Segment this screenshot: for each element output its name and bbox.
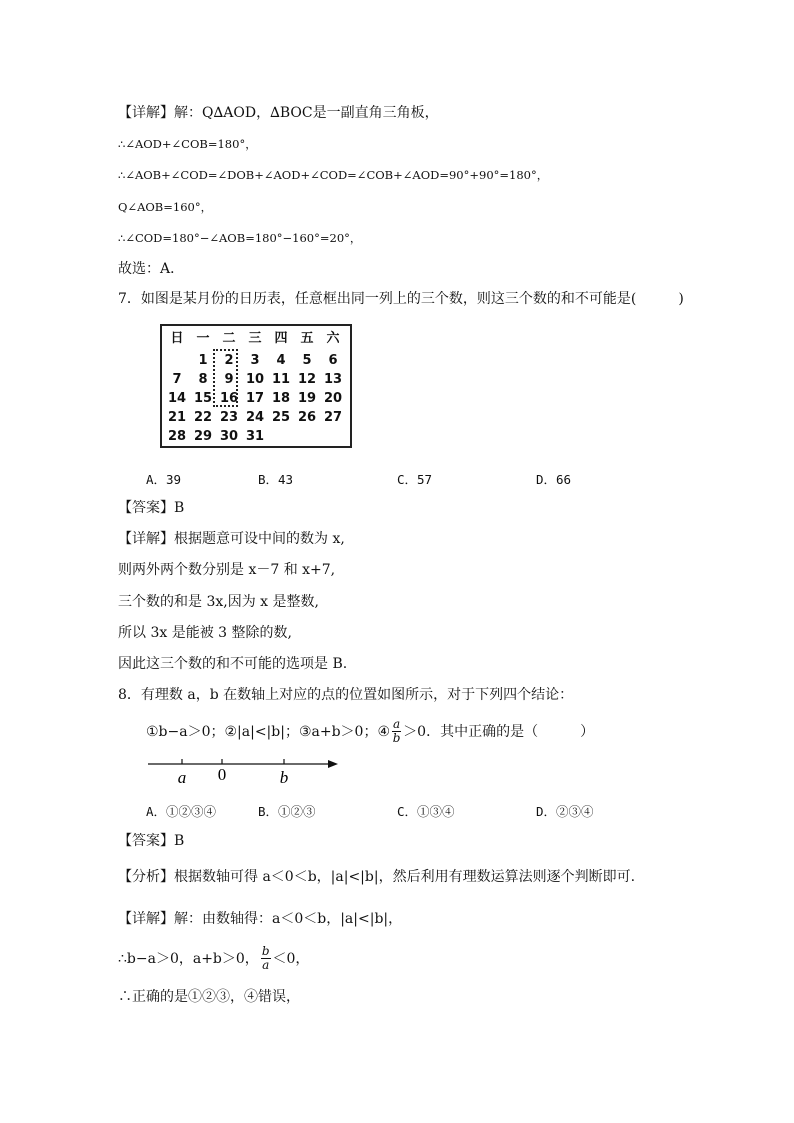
calendar-day-cell: 31 xyxy=(245,429,265,444)
q7-answer: 【答案】B xyxy=(118,500,185,516)
dotted-selection-box xyxy=(213,349,238,407)
q7-detail-line-1: 【详解】根据题意可设中间的数为 x, xyxy=(118,531,345,547)
q8-detail-line-2-tail: ＜0， xyxy=(272,951,310,967)
calendar-day-cell: 5 xyxy=(302,353,312,368)
q7-option-a: A．39 xyxy=(146,472,182,487)
calendar-day-cell: 29 xyxy=(193,429,213,444)
calendar-day-cell: 22 xyxy=(193,410,213,425)
q8-detail-fraction-denominator: a xyxy=(262,957,270,972)
q8-detail-line-1: 【详解】解：由数轴得：a＜0＜b，|a|<|b|， xyxy=(118,911,403,927)
q8-option-a: A．①②③④ xyxy=(146,804,217,819)
q7-option-b: B．43 xyxy=(258,472,294,487)
calendar-day-cell: 2 xyxy=(224,353,234,368)
q8-option-b: B．①②③ xyxy=(258,804,316,819)
q8-detail-line-3: ∴正确的是①②③，④错误， xyxy=(118,989,300,1005)
calendar-day-cell: 14 xyxy=(167,391,187,406)
calendar-day-cell: 30 xyxy=(219,429,239,444)
q8-fraction-denominator: b xyxy=(392,730,401,745)
q8-detail-line-2 xyxy=(118,940,309,976)
calendar-header-cell: 六 xyxy=(326,331,340,346)
q8-detail-fraction-numerator: b xyxy=(261,943,270,958)
calendar-table xyxy=(160,324,352,448)
solution6-line-6: 故选：A． xyxy=(118,261,185,277)
q8-stem: 8．有理数 a，b 在数轴上对应的点的位置如图所示，对于下列四个结论： xyxy=(118,687,574,703)
calendar-day-cell: 25 xyxy=(271,410,291,425)
q7-detail-line-2: 则两外两个数分别是 x－7 和 x+7, xyxy=(118,562,336,578)
solution6-line-5: ∴∠COD=180°−∠AOB=180°−160°=20°， xyxy=(118,231,362,245)
number-line xyxy=(140,752,350,788)
calendar-day-cell: 20 xyxy=(323,391,343,406)
calendar-header-cell: 五 xyxy=(300,331,314,346)
calendar-day-cell: 26 xyxy=(297,410,317,425)
calendar-day-cell: 4 xyxy=(276,353,286,368)
axis-label-zero: 0 xyxy=(217,765,227,784)
q8-conditions xyxy=(146,714,594,748)
calendar-day-cell: 3 xyxy=(250,353,260,368)
solution6-line-4: Q∠AOB=160°， xyxy=(118,200,213,214)
calendar-day-cell: 8 xyxy=(198,372,208,387)
calendar-day-cell: 23 xyxy=(219,410,239,425)
calendar-day-cell: 13 xyxy=(323,372,343,387)
calendar-day-cell: 1 xyxy=(198,353,208,368)
axis-label-a: a xyxy=(177,768,187,787)
q8-fraction xyxy=(392,718,401,745)
q8-analysis: 【分析】根据数轴可得 a＜0＜b，|a|<|b|，然后利用有理数运算法则逐个判断即可. xyxy=(118,869,636,885)
calendar-header-cell: 二 xyxy=(222,331,236,346)
calendar-day-cell: 24 xyxy=(245,410,265,425)
solution6-line-3: ∴∠AOB+∠COD=∠DOB+∠AOD+∠COD=∠COB+∠AOD=90°+90°=180°， xyxy=(118,168,549,182)
q8-conditions-tail: ＞0．其中正确的是（ ） xyxy=(403,724,595,740)
calendar-day-cell: 6 xyxy=(328,353,338,368)
calendar-day-cell: 19 xyxy=(297,391,317,406)
calendar-header-cell: 三 xyxy=(248,331,262,346)
q8-option-d: D．②③④ xyxy=(536,804,594,819)
calendar-day-cell: 18 xyxy=(271,391,291,406)
solution6-line-2: ∴∠AOD+∠COB=180°， xyxy=(118,137,257,151)
q8-conditions-text: ①b−a＞0；②|a|<|b|；③a+b＞0；④ xyxy=(146,724,391,740)
calendar-day-cell: 27 xyxy=(323,410,343,425)
calendar-day-cell: 11 xyxy=(271,372,291,387)
calendar-header-cell: 一 xyxy=(196,331,210,346)
q7-option-c: C．57 xyxy=(397,472,433,487)
q8-option-c: C．①③④ xyxy=(397,804,455,819)
q7-option-d: D．66 xyxy=(536,472,572,487)
calendar-day-cell: 28 xyxy=(167,429,187,444)
calendar-day-cell: 21 xyxy=(167,410,187,425)
q8-fraction-numerator: a xyxy=(393,716,401,731)
q8-detail-fraction xyxy=(261,945,271,972)
calendar-day-cell: 10 xyxy=(245,372,265,387)
q8-detail-line-2-text: ∴b−a＞0，a+b＞0， xyxy=(118,951,259,967)
calendar-day-cell: 12 xyxy=(297,372,317,387)
q7-stem: 7．如图是某月份的日历表，任意框出同一列上的三个数，则这三个数的和不可能是( ) xyxy=(118,291,684,307)
calendar-day-cell: 9 xyxy=(224,372,234,387)
q7-detail-line-3: 三个数的和是 3x,因为 x 是整数, xyxy=(118,594,319,610)
q7-detail-line-4: 所以 3x 是能被 3 整除的数, xyxy=(118,625,292,641)
calendar-day-cell: 15 xyxy=(193,391,213,406)
calendar-day-cell: 16 xyxy=(219,391,239,406)
calendar-header-cell: 日 xyxy=(170,331,184,346)
solution6-line-1: 【详解】解：Q∆AOD，∆BOC是一副直角三角板， xyxy=(118,105,439,121)
axis-label-b: b xyxy=(279,768,289,787)
calendar-day-cell: 17 xyxy=(245,391,265,406)
q7-detail-line-5: 因此这三个数的和不可能的选项是 B. xyxy=(118,656,348,672)
calendar-day-cell: 7 xyxy=(172,372,182,387)
calendar-header-cell: 四 xyxy=(274,331,288,346)
q8-answer: 【答案】B xyxy=(118,833,185,849)
